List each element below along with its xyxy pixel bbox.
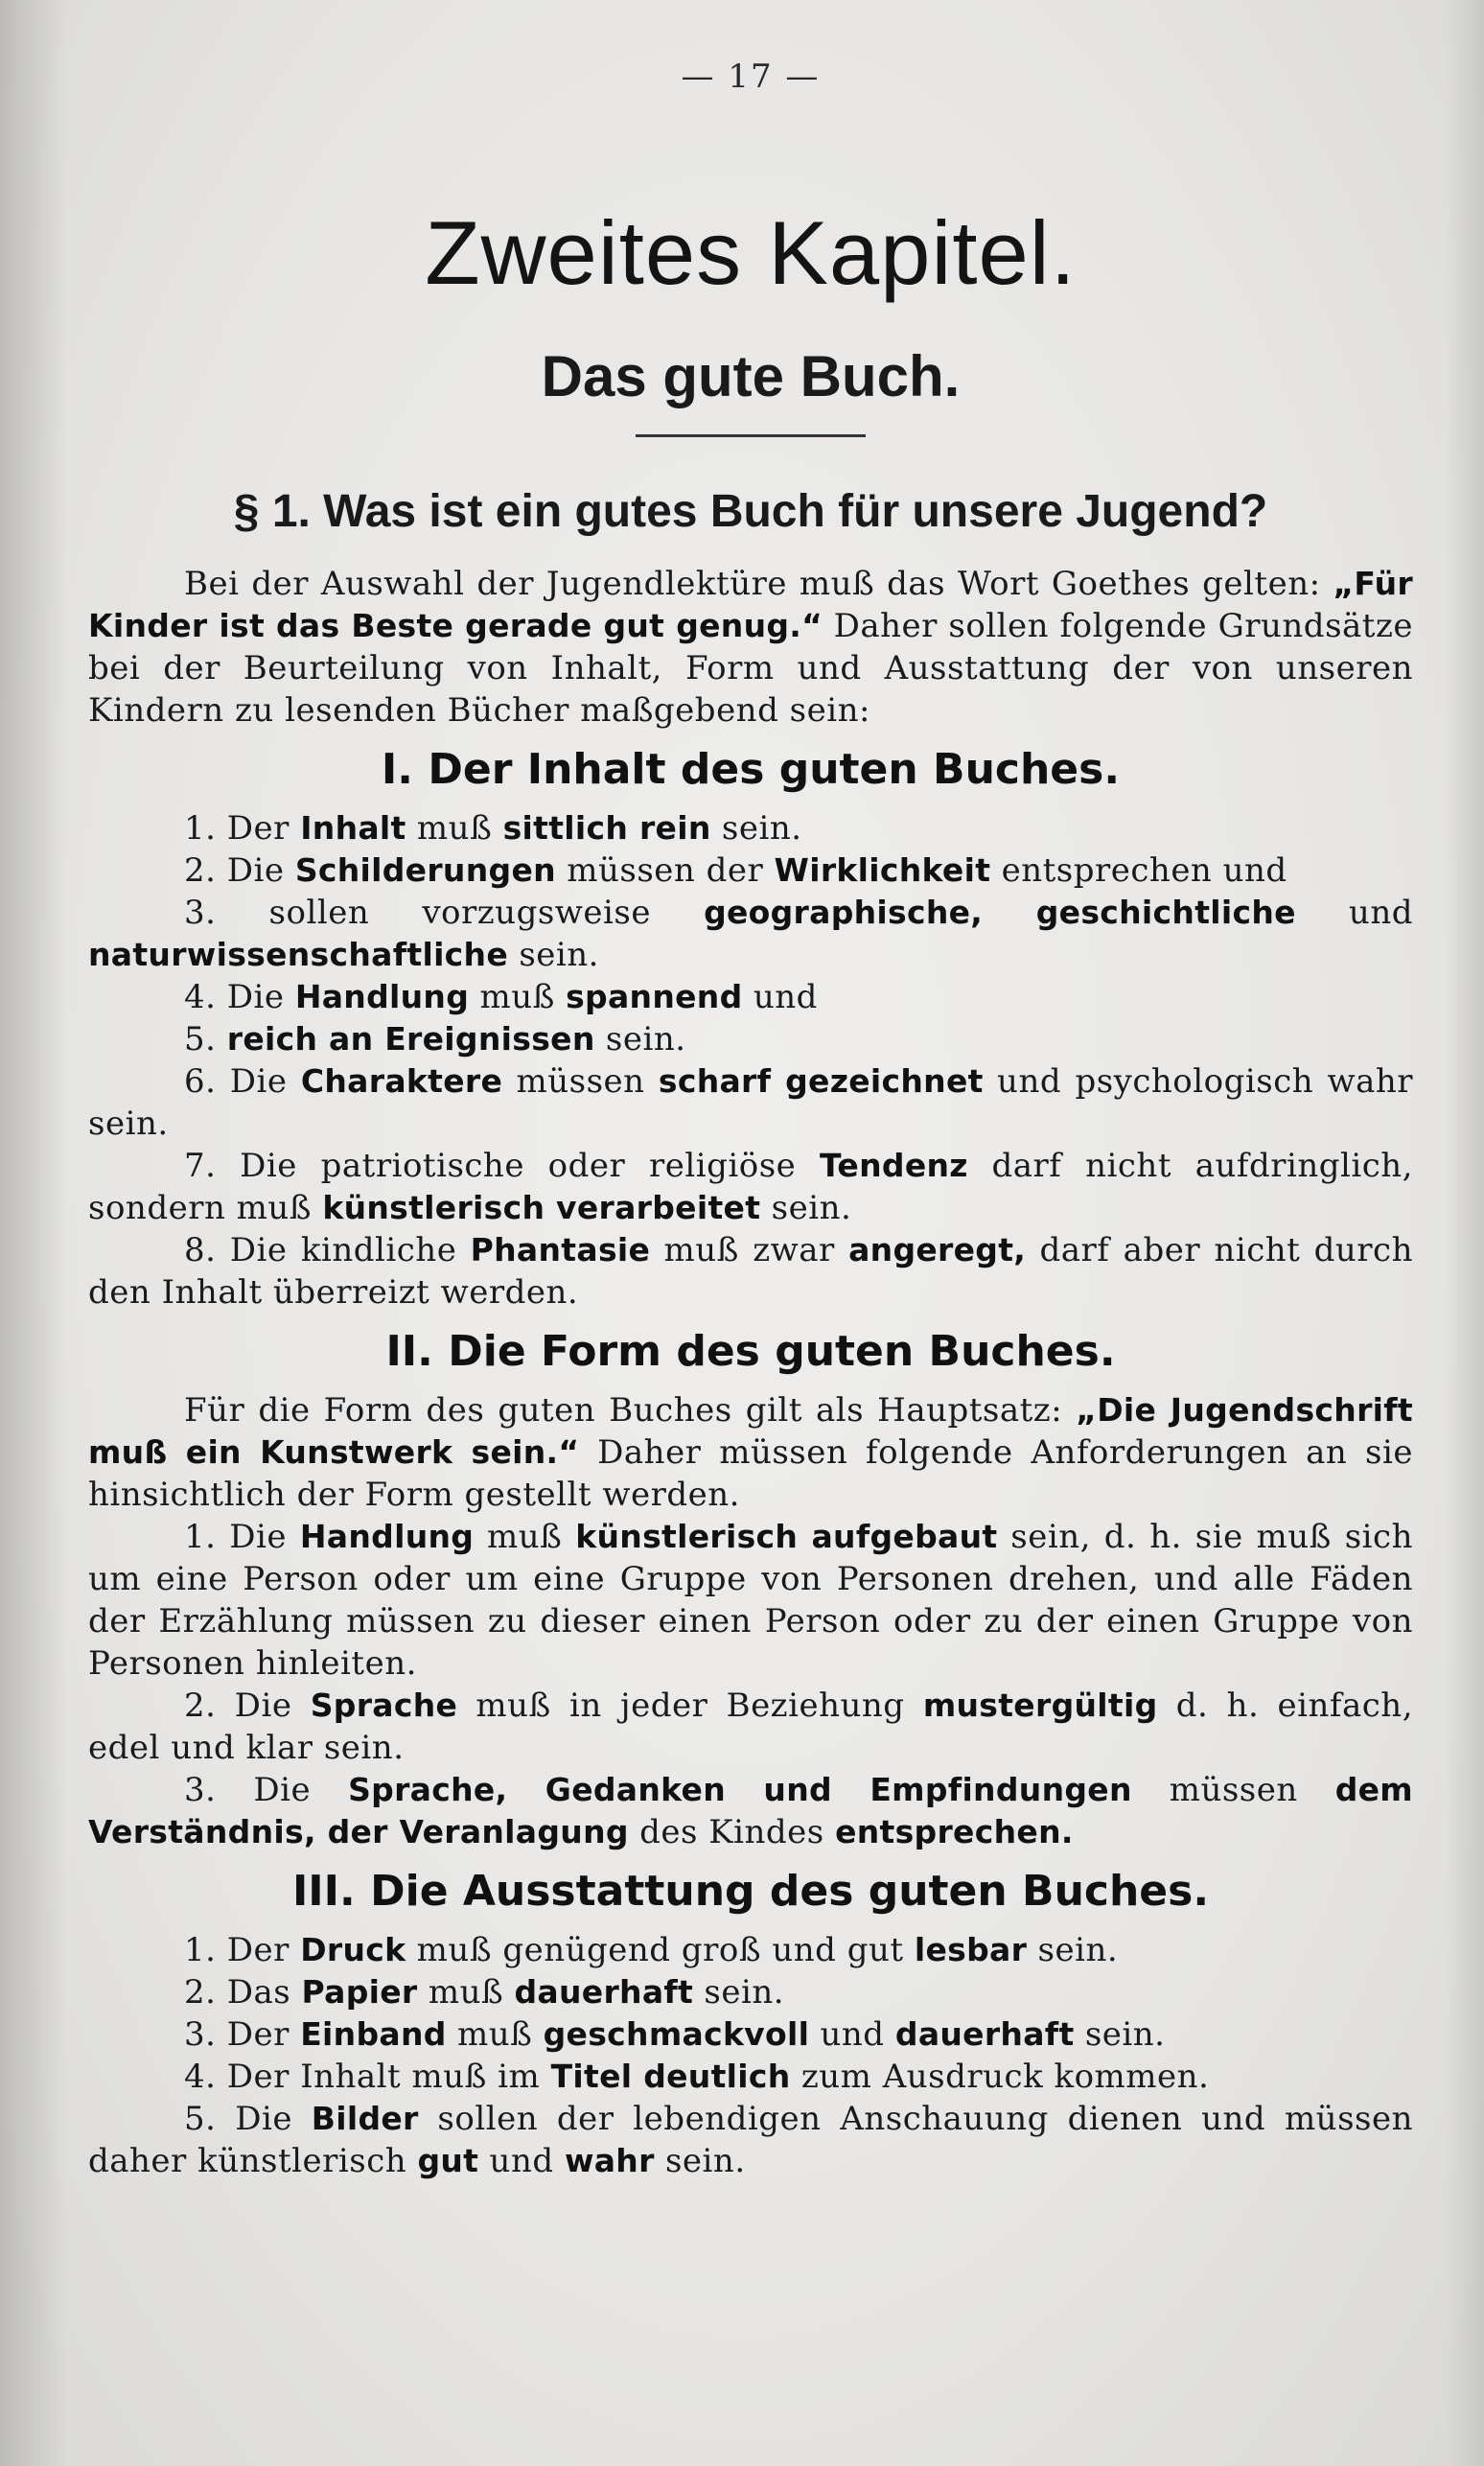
edge-shadow: [1446, 0, 1484, 2466]
page-content: [88, 58, 1413, 2182]
part1-item-4: 4. Die Handlung muß spannend und: [184, 978, 818, 1016]
part1-item-7: 7. Die patriotische oder religiöse Tendenz darf nicht aufdringlich, sondern muß künstlerisch verarbeitet sein.: [88, 1147, 1413, 1227]
part3-item-1: 1. Der Druck muß genügend groß und gut lesbar sein.: [184, 1931, 1119, 1969]
part1-item-8: 8. Die kindliche Phantasie muß zwar angeregt, darf aber nicht durch den Inhalt überreizt werden.: [88, 1231, 1413, 1312]
divider-rule: [636, 434, 866, 437]
intro-paragraph: Bei der Auswahl der Jugendlektüre muß das Wort Goethes gelten: „Für Kinder ist das Beste gerade gut genug.“ Daher sollen folgende Grundsätze bei der Beurteilung von Inhalt, Form und Ausstattung der von unseren Kindern zu lesenden Bücher maßgebend sein:: [88, 565, 1413, 730]
part2-heading: II. Die Form des guten Buches.: [385, 1327, 1116, 1376]
section-heading: § 1. Was ist ein gutes Buch für unsere Jugend?: [233, 486, 1268, 537]
part3-item-3: 3. Der Einband muß geschmackvoll und dauerhaft sein.: [184, 2015, 1166, 2054]
part1-item-5: 5. reich an Ereignissen sein.: [184, 1020, 686, 1059]
part3-item-2: 2. Das Papier muß dauerhaft sein.: [184, 1973, 785, 2012]
part3-item-4: 4. Der Inhalt muß im Titel deutlich zum Ausdruck kommen.: [184, 2058, 1210, 2096]
part2-item-3: 3. Die Sprache, Gedanken und Empfindungen müssen dem Verständnis, der Veranlagung des Kindes entsprechen.: [88, 1771, 1413, 1851]
part2-item-1: 1. Die Handlung muß künstlerisch aufgebaut sein, d. h. sie muß sich um eine Person oder um eine Gruppe von Personen drehen, und alle Fäden der Erzählung müssen zu dieser einen Person oder zu der einen Gruppe von Personen hinleiten.: [88, 1518, 1413, 1683]
part3-heading: III. Die Ausstattung des guten Buches.: [291, 1867, 1210, 1916]
binding-shadow: [0, 0, 67, 2466]
part1-item-6: 6. Die Charaktere müssen scharf gezeichnet und psychologisch wahr sein.: [88, 1062, 1414, 1143]
goethe-quote: „Für Kinder ist das Beste gerade gut genug.“: [88, 565, 1413, 644]
part1-item-3: 3. sollen vorzugsweise geographische, geschichtliche und naturwissenschaftliche sein.: [88, 894, 1413, 974]
part1-item-2: 2. Die Schilderungen müssen der Wirklichkeit entsprechen und: [184, 851, 1287, 890]
page-number: — 17 —: [681, 58, 821, 96]
chapter-title: Zweites Kapitel.: [425, 202, 1077, 303]
part2-intro: Für die Form des guten Buches gilt als Hauptsatz: „Die Jugendschrift muß ein Kunstwerk sein.“ Daher müssen folgende Anforderungen an sie hinsichtlich der Form gestellt werden.: [88, 1391, 1413, 1514]
chapter-subtitle: Das gute Buch.: [541, 344, 961, 408]
part1-item-1: 1. Der Inhalt muß sittlich rein sein.: [184, 809, 802, 848]
part2-item-2: 2. Die Sprache muß in jeder Beziehung mustergültig d. h. einfach, edel und klar sein.: [88, 1687, 1414, 1767]
part3-item-5: 5. Die Bilder sollen der lebendigen Anschauung dienen und müssen daher künstlerisch gut und wahr sein.: [88, 2100, 1413, 2180]
part1-heading: I. Der Inhalt des guten Buches.: [381, 745, 1121, 794]
